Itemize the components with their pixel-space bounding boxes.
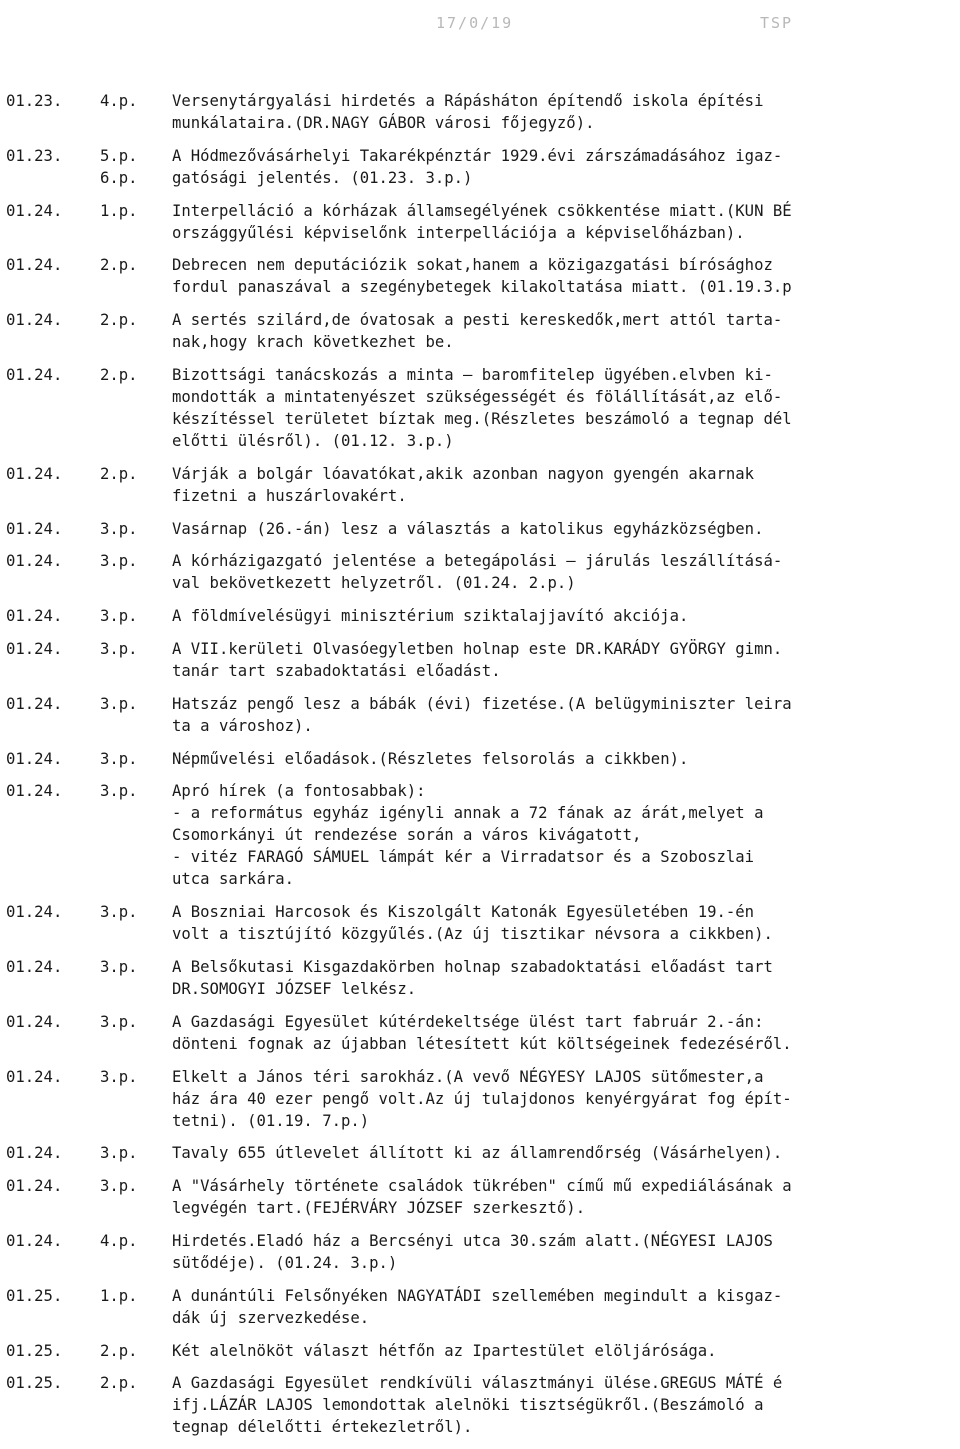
- entry-date: 01.24.: [6, 1231, 63, 1250]
- entry-page: 3.p.: [100, 1012, 138, 1031]
- page-header: [0, 14, 960, 38]
- list-item: [0, 518, 960, 540]
- entry-date: 01.24.: [6, 607, 63, 626]
- entry-text: A Gazdasági Egyesület rendkívüli választmányi ülése.GREGUS MÁTÉ é ifj.LÁZÁR LAJOS lemondottak alelnöki tisztségükről.(Beszámoló a tegnap délelőtti értekezletről).: [172, 1374, 783, 1437]
- entry-date: 01.24.: [6, 1144, 63, 1163]
- list-item: [0, 748, 960, 770]
- list-item: [0, 145, 960, 189]
- entry-date: 01.24.: [6, 639, 63, 658]
- list-item: [0, 1175, 960, 1219]
- entry-date: 01.23.: [6, 146, 63, 165]
- list-item: [0, 1340, 960, 1362]
- entry-page: 2.p.: [100, 1374, 138, 1393]
- entry-text: A Boszniai Harcosok és Kiszolgált Katonák Egyesületében 19.-én volt a tisztújító közgyűlés.(Az új tisztikar névsora a cikkben).: [172, 903, 773, 944]
- entry-text: Apró hírek (a fontosabbak): - a református egyház igényli annak a 72 fának az árát,melyet a Csomorkányi út rendezése során a város kivágatott, - vitéz FARAGÓ SÁMUEL lámpát kér a Virradatsor és a Szoboszlai utca sarkára.: [172, 782, 764, 889]
- entry-date: 01.25.: [6, 1341, 63, 1360]
- entry-date: 01.24.: [6, 782, 63, 801]
- entry-text: Vasárnap (26.-án) lesz a választás a katolikus egyházközségben.: [172, 519, 764, 538]
- entry-date: 01.24.: [6, 1177, 63, 1196]
- entry-date: 01.24.: [6, 903, 63, 922]
- list-item: [0, 90, 960, 134]
- entry-date: 01.24.: [6, 1067, 63, 1086]
- entry-date: 01.24.: [6, 552, 63, 571]
- entry-date: 01.24.: [6, 464, 63, 483]
- entry-date: 01.24.: [6, 256, 63, 275]
- entry-text: Tavaly 655 útlevelet állított ki az államrendőrség (Vásárhelyen).: [172, 1144, 783, 1163]
- entry-date: 01.24.: [6, 311, 63, 330]
- entry-date: 01.24.: [6, 694, 63, 713]
- entry-text: Hatszáz pengő lesz a bábák (évi) fizetése.(A belügyminiszter leira ta a városhoz).: [172, 694, 792, 735]
- entry-text: Debrecen nem deputációzik sokat,hanem a közigazgatási bírósághoz fordul panaszával a szegénybetegek kilakoltatása miatt. (01.19.3.p: [172, 256, 792, 297]
- list-item: [0, 1142, 960, 1164]
- entry-text: Várják a bolgár lóavatókat,akik azonban nagyon gyengén akarnak fizetni a huszárlovakért.: [172, 464, 755, 505]
- list-item: [0, 780, 960, 890]
- entry-date: 01.23.: [6, 92, 63, 110]
- entry-page: 4.p.: [100, 92, 138, 110]
- entry-page: 2.p.: [100, 256, 138, 275]
- list-item: [0, 200, 960, 244]
- entry-text: Interpelláció a kórházak államsegélyének csökkentése miatt.(KUN BÉ országgyűlési képviselőnk interpellációja a képviselőházban).: [172, 201, 792, 242]
- entry-text: Két alelnököt választ hétfőn az Ipartestület elöljárósága.: [172, 1341, 717, 1360]
- list-item: [0, 638, 960, 682]
- entry-page: 3.p.: [100, 639, 138, 658]
- list-item: [0, 1066, 960, 1132]
- entry-text: Elkelt a János téri sarokház.(A vevő NÉGYESY LAJOS sütőmester,a ház ára 40 ezer pengő volt.Az új tulajdonos kenyérgyárat fog épít- tetni). (01.19. 7.p.): [172, 1067, 792, 1130]
- entry-text: Bizottsági tanácskozás a minta — baromfitelep ügyében.elvben ki- mondották a mintatenyészet szükségességét és fölállítását,az elő- készítéssel területet bíztak meg.(Részletes beszámoló a tegnap dél előtti ülésről). (01.12. 3.p.): [172, 365, 792, 450]
- entry-date: 01.24.: [6, 365, 63, 384]
- entry-text: Népművelési előadások.(Részletes felsorolás a cikkben).: [172, 749, 689, 768]
- list-item: [0, 1011, 960, 1055]
- entry-page: 3.p.: [100, 552, 138, 571]
- entry-text: A Gazdasági Egyesület kútérdekeltsége ülést tart fabruár 2.-án: dönteni fognak az újabban létesített kút költségeinek fedezéséről.: [172, 1012, 792, 1053]
- entry-page: 2.p.: [100, 365, 138, 384]
- list-item: [0, 463, 960, 507]
- entry-text: A sertés szilárd,de óvatosak a pesti kereskedők,mert attól tarta- nak,hogy krach következhet be.: [172, 311, 783, 352]
- entry-page: 4.p.: [100, 1231, 138, 1250]
- list-item: [0, 1285, 960, 1329]
- entry-date: 01.24.: [6, 519, 63, 538]
- entry-text: A földmívelésügyi minisztérium sziktalajjavító akciója.: [172, 607, 689, 626]
- entry-text: A Belsőkutasi Kisgazdakörben holnap szabadoktatási előadást tart DR.SOMOGYI JÓZSEF lelkész.: [172, 957, 773, 998]
- entry-page: 3.p.: [100, 957, 138, 976]
- entry-page: 3.p.: [100, 782, 138, 801]
- entry-date: 01.25.: [6, 1286, 63, 1305]
- entry-page: 3.p.: [100, 749, 138, 768]
- list-item: [0, 1372, 960, 1438]
- header-mark: TSP: [760, 14, 794, 32]
- entry-text: A kórházigazgató jelentése a betegápolási — járulás leszállításá- val bekövetkezett helyzetről. (01.24. 2.p.): [172, 552, 783, 593]
- entry-page: 2.p.: [100, 311, 138, 330]
- entry-text: Hirdetés.Eladó ház a Bercsényi utca 30.szám alatt.(NÉGYESI LAJOS sütődéje). (01.24. 3.p.): [172, 1231, 773, 1272]
- entry-page: 3.p.: [100, 607, 138, 626]
- entry-page: 5.p. 6.p.: [100, 146, 138, 187]
- list-item: [0, 605, 960, 627]
- entry-page: 3.p.: [100, 1144, 138, 1163]
- entry-date: 01.25.: [6, 1374, 63, 1393]
- list-item: [0, 254, 960, 298]
- entry-text: A "Vásárhely története családok tükrében" című mű expediálásának a legvégén tart.(FEJÉRVÁRY JÓZSEF szerkesztő).: [172, 1177, 792, 1218]
- list-item: [0, 693, 960, 737]
- entry-page: 1.p.: [100, 1286, 138, 1305]
- entry-date: 01.24.: [6, 201, 63, 220]
- entry-text: A Hódmezővásárhelyi Takarékpénztár 1929.évi zárszámadásához igaz- gatósági jelentés. (01.23. 3.p.): [172, 146, 783, 187]
- entry-page: 2.p.: [100, 464, 138, 483]
- entry-text: A VII.kerületi Olvasóegyletben holnap este DR.KARÁDY GYÖRGY gimn. tanár tart szabadoktatási előadást.: [172, 639, 783, 680]
- entry-page: 3.p.: [100, 519, 138, 538]
- list-item: [0, 901, 960, 945]
- entry-date: 01.24.: [6, 957, 63, 976]
- entry-date: 01.24.: [6, 1012, 63, 1031]
- entry-text: A dunántúli Felsőnyéken NAGYATÁDI szellemében megindult a kisgaz- dák új szervezkedése.: [172, 1286, 783, 1327]
- entry-page: 3.p.: [100, 1067, 138, 1086]
- list-item: [0, 956, 960, 1000]
- header-code: 17/0/19: [436, 14, 514, 32]
- list-item: [0, 364, 960, 452]
- entry-page: 1.p.: [100, 201, 138, 220]
- entry-page: 2.p.: [100, 1341, 138, 1360]
- entry-date: 01.24.: [6, 749, 63, 768]
- entry-text: Versenytárgyalási hirdetés a Rápásháton építendő iskola építési munkálataira.(DR.NAGY GÁBOR városi főjegyző).: [172, 92, 764, 132]
- entry-page: 3.p.: [100, 903, 138, 922]
- list-item: [0, 550, 960, 594]
- list-item: [0, 309, 960, 353]
- list-item: [0, 1230, 960, 1274]
- entry-list: [0, 90, 960, 1449]
- entry-page: 3.p.: [100, 694, 138, 713]
- entry-page: 3.p.: [100, 1177, 138, 1196]
